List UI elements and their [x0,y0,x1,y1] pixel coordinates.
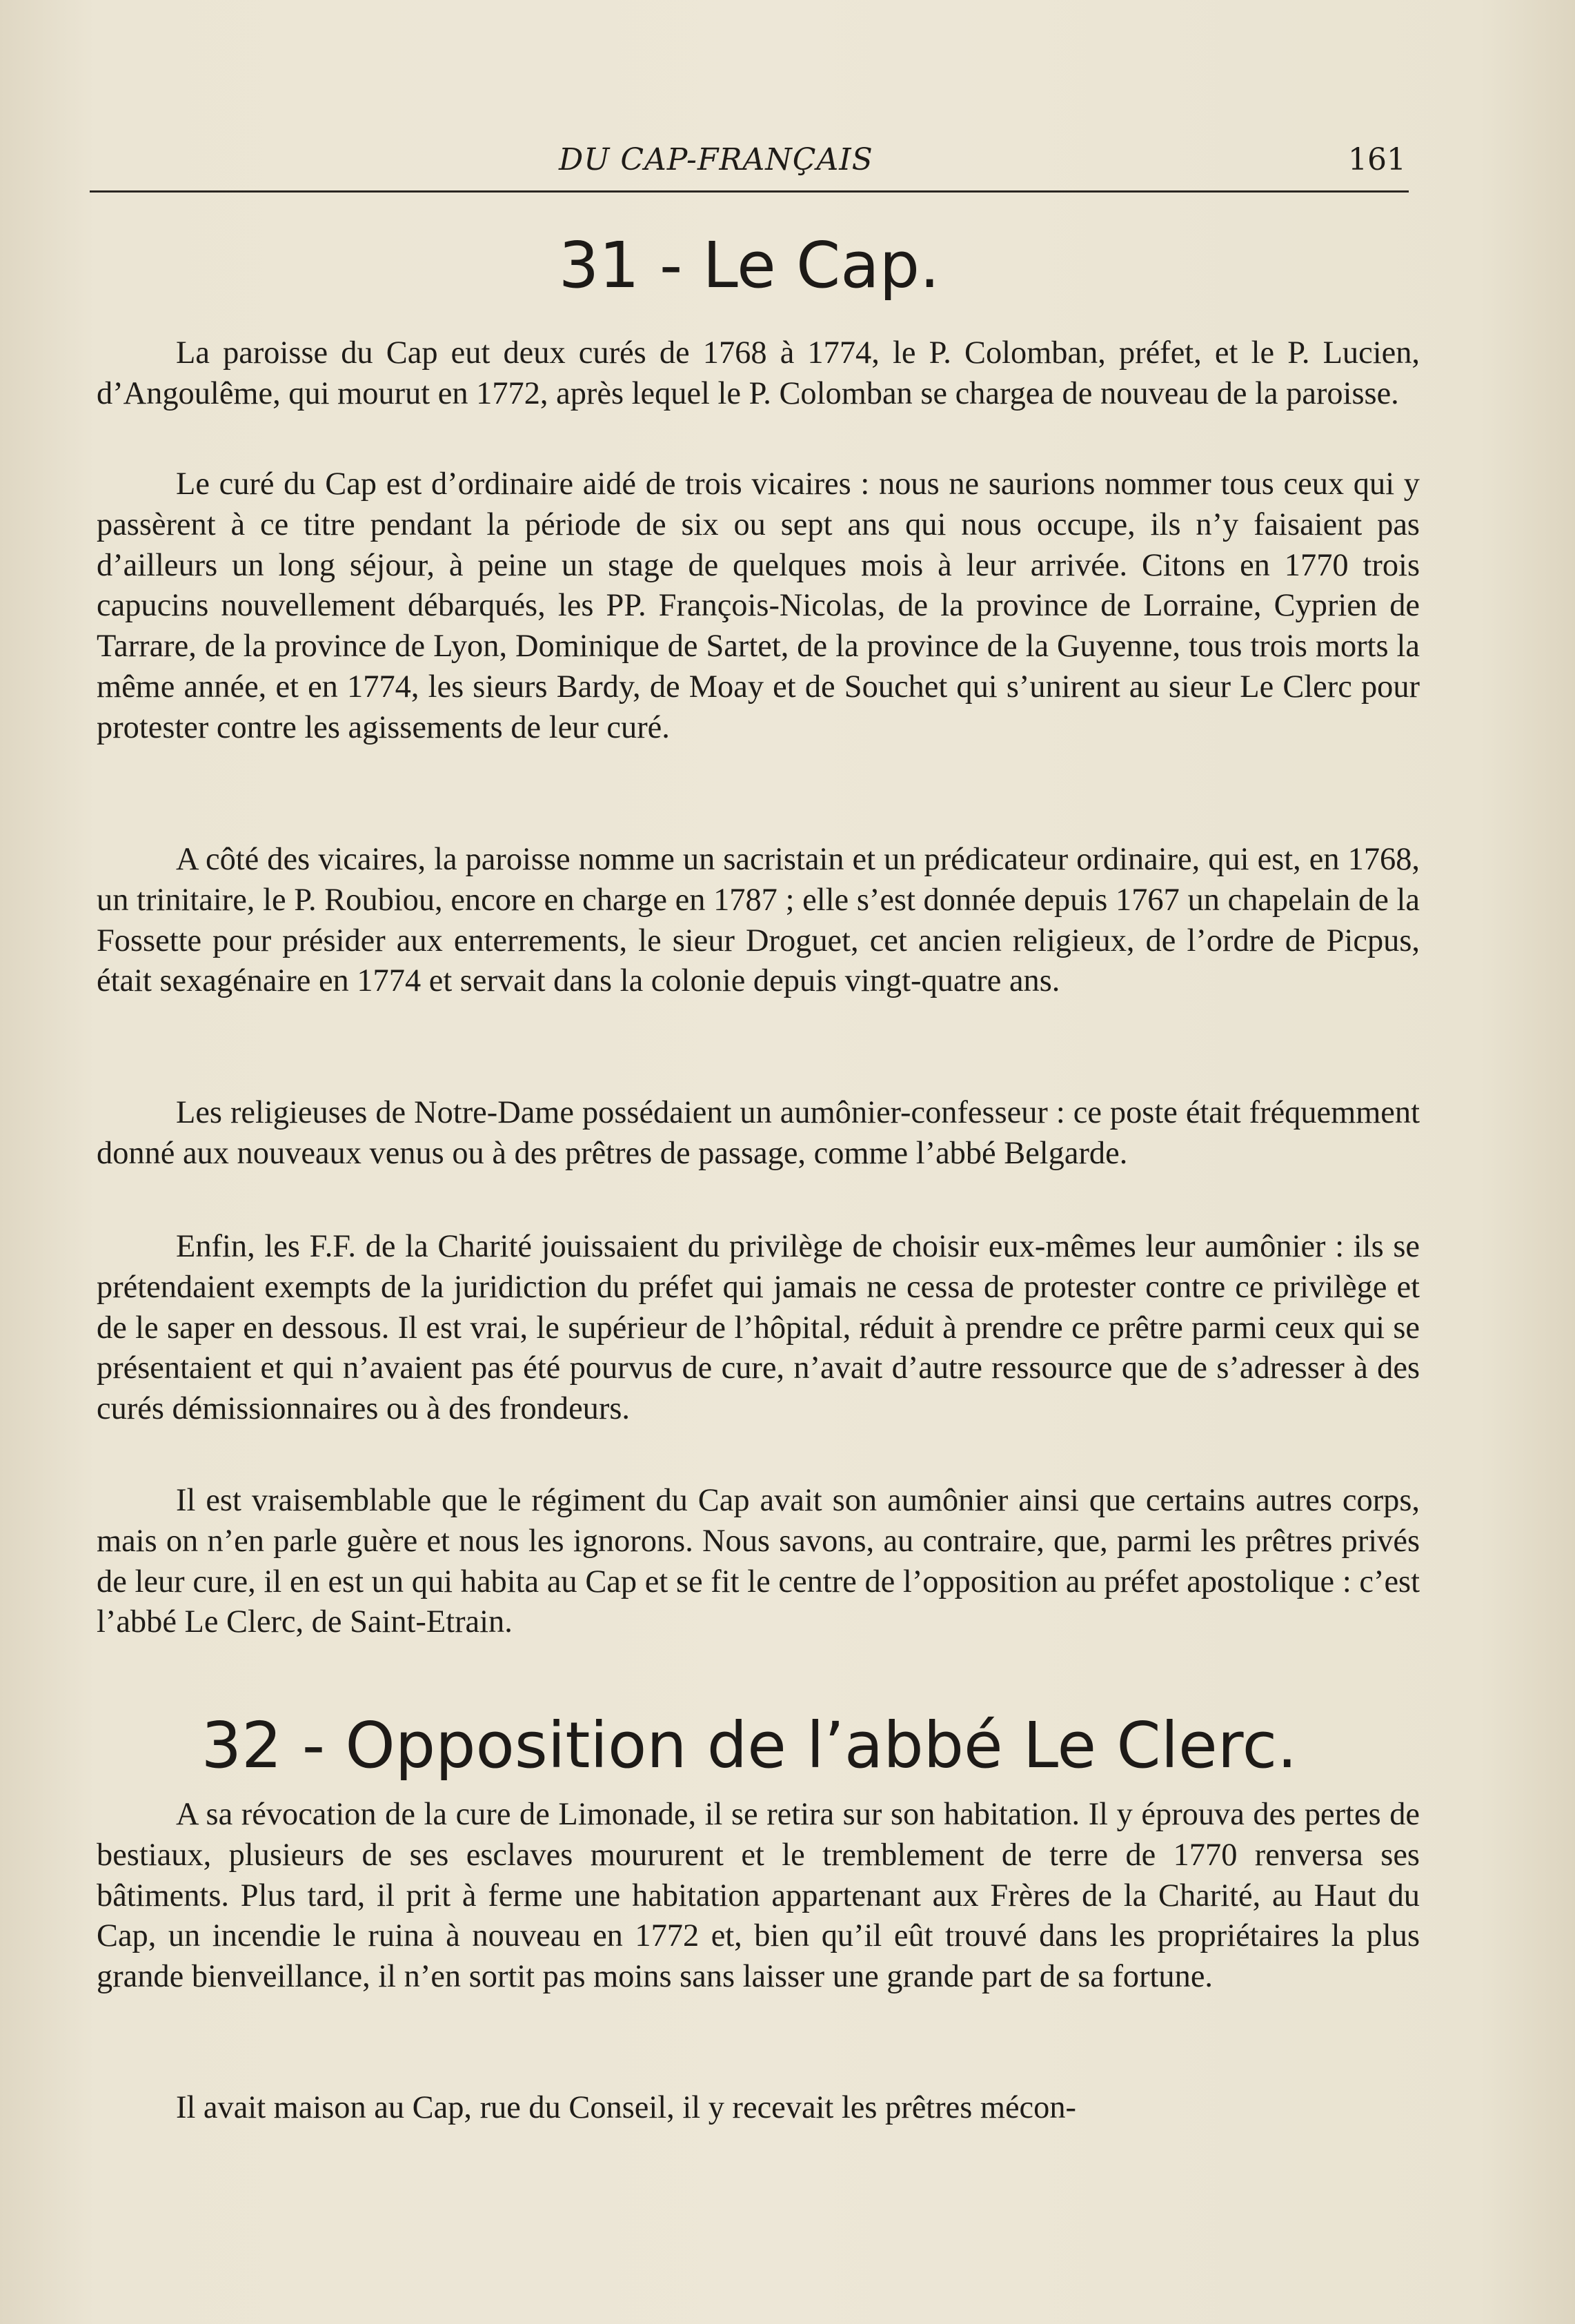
paragraph: Les religieuses de Notre-Dame possédaient un aumônier-confesseur : ce poste était fréquemment donné aux nouveaux venus ou à des prêtres de passage, comme l’abbé Belgarde. [97,1095,1420,1171]
paragraph: A côté des vicaires, la paroisse nomme un sacristain et un prédicateur ordinaire, qui est, en 1768, un trinitaire, le P. Roubiou, encore en charge en 1787 ; elle s’est donnée depuis 1767 un chapelain de la Fossette pour présider aux enterrements, le sieur Droguet, cet ancien religieux, de l’ordre de Picpus, était sexagénaire en 1774 et servait dans la colonie depuis vingt-quatre ans. [97,842,1420,999]
paragraph: Le curé du Cap est d’ordinaire aidé de trois vicaires : nous ne saurions nommer tous ceux qui y passèrent à ce titre pendant la période de six ou sept ans qui nous occupe, ils n’y faisaient pas d’ailleurs un long séjour, à peine un stage de quelques mois à leur arrivée. Citons en 1770 trois capucins nouvellement débarqués, les PP. François-Nicolas, de la province de Lorraine, Cyprien de Tarrare, de la province de Lyon, Dominique de Sartet, de la province de la Guyenne, tous trois morts la même année, et en 1774, les sieurs Bardy, de Moay et de Souchet qui s’unirent au sieur Le Clerc pour protester contre les agissements de leur curé. [97,466,1420,745]
paragraph: Il avait maison au Cap, rue du Conseil, il y recevait les prêtres mécon- [176,2090,1076,2125]
section-heading-31: 31 - Le Cap. [558,228,940,302]
section-heading-32: 32 - Opposition de l’abbé Le Clerc. [201,1708,1298,1782]
paragraph: A sa révocation de la cure de Limonade, il se retira sur son habitation. Il y éprouva des pertes de bestiaux, plusieurs de ses esclaves moururent et le tremblement de terre de 1770 renversa ses bâtiments. Plus tard, il prit à ferme une habitation appartenant aux Frères de la Charité, au Haut du Cap, un incendie le ruina à nouveau en 1772 et, bien qu’il eût trouvé dans les propriétaires la plus grande bienveillance, il n’en sortit pas moins sans laisser une grande part de sa fortune. [97,1797,1420,1995]
running-title: DU CAP-FRANÇAIS [559,142,873,177]
running-header [90,135,1409,193]
paragraph: Il est vraisemblable que le régiment du Cap avait son aumônier ainsi que certains autres corps, mais on n’en parle guère et nous les ignorons. Nous savons, au contraire, que, parmi les prêtres privés de leur cure, il en est un qui habita au Cap et se fit le centre de l’opposition au préfet apostolique : c’est l’abbé Le Clerc, de Saint-Etrain. [97,1483,1420,1640]
paragraph: Enfin, les F.F. de la Charité jouissaient du privilège de choisir eux-mêmes leur aumônier : ils se prétendaient exempts de la juridiction du préfet qui jamais ne cessa de protester contre ce privilège et de le saper en dessous. Il est vrai, le supérieur de l’hôpital, réduit à prendre ce prêtre parmi ceux qui se présentaient et qui n’avaient pas été pourvus de cure, n’avait d’autre ressource que de s’adresser à des curés démissionnaires ou à des frondeurs. [97,1229,1420,1427]
paragraph: La paroisse du Cap eut deux curés de 1768 à 1774, le P. Colomban, préfet, et le P. Lucien, d’Angoulême, qui mourut en 1772, après lequel le P. Colomban se chargea de nouveau de la paroisse. [97,335,1420,411]
page-number: 161 [1348,142,1406,177]
